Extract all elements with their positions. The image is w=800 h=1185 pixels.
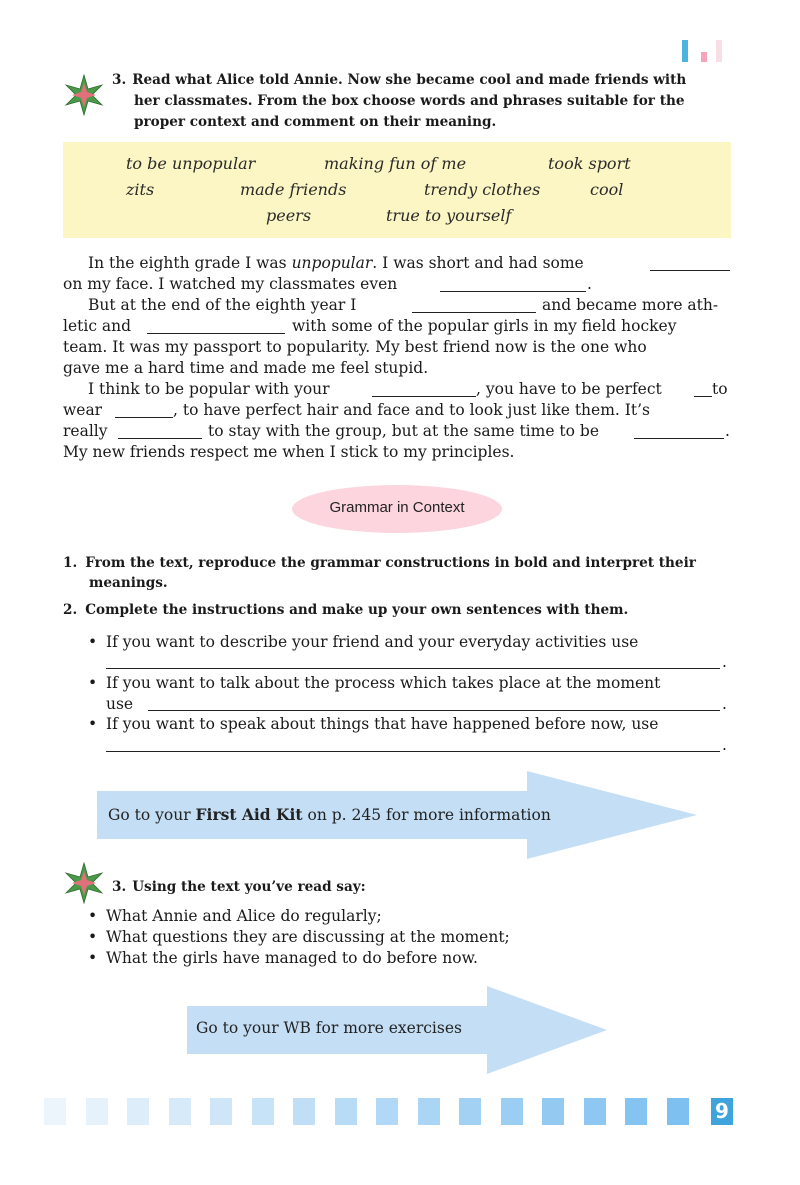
blank-field[interactable]: [440, 277, 586, 292]
text-span: In the eighth grade I was: [88, 254, 292, 272]
word-option: true to yourself: [386, 206, 512, 225]
bullet-text: If you want to speak about things that have happened before now, use: [106, 715, 659, 733]
word-option: took sport: [548, 154, 631, 173]
blank-field[interactable]: [118, 424, 202, 439]
grammar-item-1: [63, 553, 733, 593]
period: .: [722, 736, 727, 754]
footer-square: [169, 1098, 191, 1125]
header-marker-bar: [716, 40, 722, 62]
arrow-text: Go to your: [108, 806, 196, 824]
blank-field[interactable]: [147, 319, 285, 334]
footer-square: [459, 1098, 481, 1125]
page-number: 9: [711, 1098, 733, 1125]
word-option: peers: [266, 206, 312, 225]
task-number: 3.: [112, 72, 127, 88]
text-span: , you have to be perfect: [476, 380, 662, 398]
text-span: .: [725, 422, 730, 440]
text-line: My new friends respect me when I stick to my principles.: [63, 443, 515, 461]
instruction-line: proper context and comment on their meaning.: [134, 114, 497, 130]
footer-square: [376, 1098, 398, 1125]
footer-square: [584, 1098, 606, 1125]
text-span: with some of the popular girls in my field hockey: [292, 317, 677, 335]
task-number: 3.: [112, 879, 127, 895]
text-line: [63, 274, 397, 295]
period: .: [722, 695, 727, 713]
instruction-line: her classmates. From the box choose words and phrases suitable for the: [134, 93, 685, 109]
wb-link[interactable]: Go to your WB for more exercises: [196, 1019, 462, 1037]
footer-square: [667, 1098, 689, 1125]
footer-square: [335, 1098, 357, 1125]
blank-field[interactable]: [694, 382, 712, 397]
text-span: on my face. I watched my classmates even: [63, 275, 398, 293]
bullet-icon: •: [88, 674, 98, 692]
arrow-text: on p. 245 for more information: [302, 806, 551, 824]
footer-square: [44, 1098, 66, 1125]
bullet-text: What Annie and Alice do regularly;: [106, 907, 382, 925]
text-line: team. It was my passport to popularity. My best friend now is the one who: [63, 338, 647, 356]
item-text: Complete the instructions and make up your own sentences with them.: [85, 602, 629, 618]
footer-square: [252, 1098, 274, 1125]
text-span: to stay with the group, but at the same time to be: [208, 422, 600, 440]
text-span: But at the end of the eighth year I: [88, 296, 357, 314]
footer-square: [542, 1098, 564, 1125]
task-text: Using the text you’ve read say:: [132, 879, 366, 895]
footer-square: [418, 1098, 440, 1125]
text-line: gave me a hard time and made me feel stupid.: [63, 359, 429, 377]
item-text: meanings.: [89, 575, 168, 591]
header-marker-bar: [682, 40, 688, 62]
period: .: [722, 653, 727, 671]
header-marker-bar: [701, 52, 707, 62]
bullet-text: use: [106, 695, 134, 713]
text-span: , to have perfect hair and face and to look just like them. It’s: [173, 401, 650, 419]
footer-square: [86, 1098, 108, 1125]
text-span: unpopular: [291, 254, 373, 272]
text-span: really: [63, 422, 108, 440]
instruction-line: Read what Alice told Annie. Now she became cool and made friends with: [132, 72, 687, 88]
text-span: I think to be popular with your: [88, 380, 330, 398]
blank-field[interactable]: [650, 256, 730, 271]
text-span: to: [712, 380, 728, 398]
bullet-icon: •: [88, 715, 98, 733]
text-line: [88, 253, 584, 274]
footer-square: [210, 1098, 232, 1125]
footer-square: [501, 1098, 523, 1125]
word-option: zits: [126, 180, 155, 199]
answer-line[interactable]: [106, 751, 720, 752]
word-option: trendy clothes: [424, 180, 541, 199]
answer-line[interactable]: [148, 710, 720, 711]
text-span: letic and: [63, 317, 132, 335]
text-span: . I was short and had some: [372, 254, 584, 272]
blank-field[interactable]: [372, 382, 476, 397]
bullet-icon: •: [88, 928, 98, 946]
bullet-text: If you want to talk about the process which takes place at the moment: [106, 674, 661, 692]
grammar-item-2: [63, 600, 733, 620]
blank-field[interactable]: [634, 424, 724, 439]
item-text: From the text, reproduce the grammar constructions in bold and interpret their: [85, 555, 696, 571]
arrow-text-bold: First Aid Kit: [195, 805, 303, 824]
bullet-text: If you want to describe your friend and your everyday activities use: [106, 633, 639, 651]
bullet-text: What the girls have managed to do before now.: [106, 949, 478, 967]
footer-square: [625, 1098, 647, 1125]
text-span: and became more ath-: [542, 296, 719, 314]
bullet-icon: •: [88, 949, 98, 967]
word-option: to be unpopular: [126, 154, 256, 173]
bullet-text: What questions they are discussing at the moment;: [106, 928, 510, 946]
text-span: .: [587, 275, 592, 293]
word-option: cool: [590, 180, 624, 199]
blank-field[interactable]: [412, 298, 536, 313]
star-icon: [63, 862, 105, 904]
text-span: wear: [63, 401, 103, 419]
item-number: 2.: [63, 602, 78, 618]
word-option: made friends: [240, 180, 347, 199]
answer-line[interactable]: [106, 668, 720, 669]
blank-field[interactable]: [115, 403, 173, 418]
task3-instruction: [112, 70, 732, 133]
star-icon: [63, 74, 105, 116]
first-aid-kit-link[interactable]: [108, 805, 551, 824]
bullet-icon: •: [88, 633, 98, 651]
section-title: Grammar in Context: [329, 499, 465, 516]
item-number: 1.: [63, 555, 78, 571]
word-option: making fun of me: [324, 154, 467, 173]
footer-square: [127, 1098, 149, 1125]
task3b-instruction: [112, 877, 366, 897]
footer-square: [293, 1098, 315, 1125]
text-line: [88, 295, 356, 316]
bullet-icon: •: [88, 907, 98, 925]
